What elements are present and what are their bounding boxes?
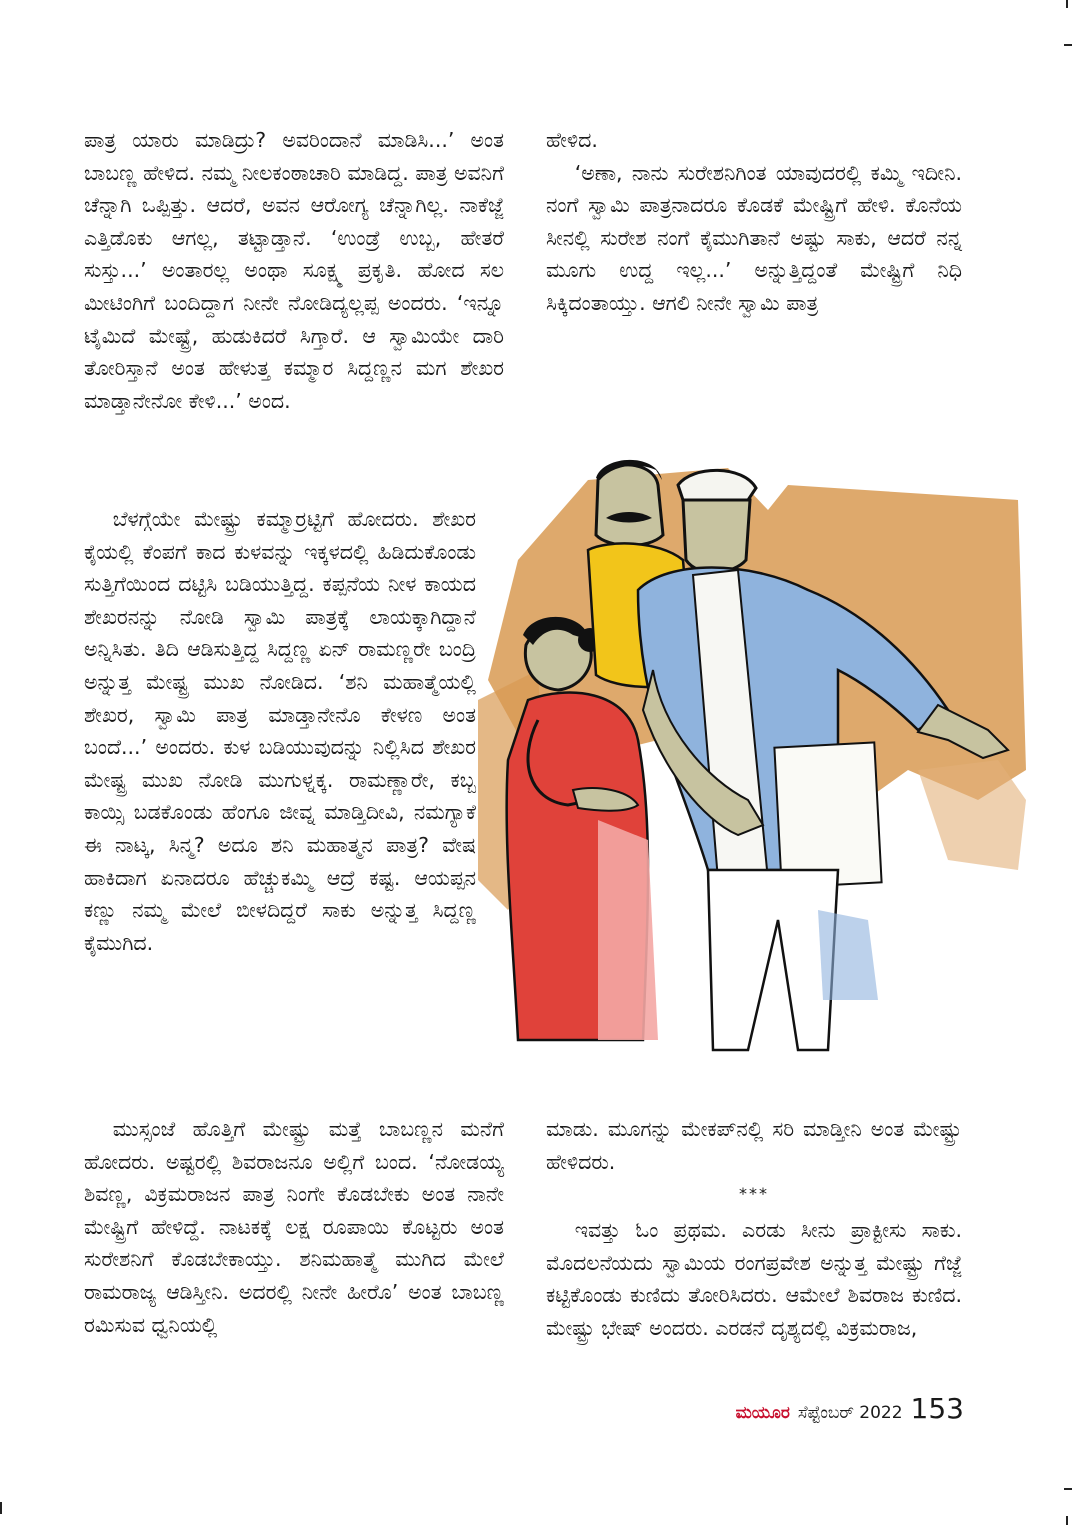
issue-date: ಸೆಪ್ಟೆಂಬರ್ 2022 xyxy=(797,1403,903,1423)
article-column-right-top xyxy=(546,124,962,320)
crop-mark xyxy=(0,1502,2,1514)
article-column-left-bottom xyxy=(84,1113,504,1341)
magazine-name: ಮಯೂರ xyxy=(735,1403,790,1423)
paragraph: ಇವತ್ತು ಓಂ ಪ್ರಥಮ. ಎರಡು ಸೀನು ಪ್ರಾಕ್ಟೀಸು ಸಾಕು. ಮೊದಲನೆಯದು ಸ್ವಾಮಿಯ ರಂಗಪ್ರವೇಶ ಅನ್ನುತ್ತ ಮೇಷ್ಟ್ರು ಗೆಜ್ಜೆ ಕಟ್ಟಿಕೊಂಡು ಕುಣಿದು ತೋರಿಸಿದರು. ಆಮೇಲೆ ಶಿವರಾಜ ಕುಣಿದ. ಮೇಷ್ಟ್ರು ಭೇಷ್ ಅಂದರು. ಎರಡನೆ ದೃಶ್ಯದಲ್ಲಿ ವಿಕ್ರಮರಾಜ, xyxy=(546,1218,962,1340)
article-column-left-middle xyxy=(84,503,476,959)
paragraph: ಪಾತ್ರ ಯಾರು ಮಾಡಿದ್ರು? ಅವರಿಂದಾನೆ ಮಾಡಿಸಿ...’ ಅಂತ ಬಾಬಣ್ಣ ಹೇಳಿದ. ನಮ್ಮ ನೀಲಕಂಠಾಚಾರಿ ಮಾಡಿದ್ದ. ಪಾತ್ರ ಅವನಿಗೆ ಚೆನ್ನಾಗಿ ಒಪ್ಪಿತ್ತು. ಆದರೆ, ಅವನ ಆರೋಗ್ಯ ಚೆನ್ನಾಗಿಲ್ಲ. ನಾಕೆಜ್ಜೆ ಎತ್ತಿಡೊಕು ಆಗಲ್ಲ, ತಟ್ಟಾಡ್ತಾನೆ. ‘ಉಂಡ್ರೆ ಉಬ್ಬ, ಹೇತರೆ ಸುಸ್ತು...’ ಅಂತಾರಲ್ಲ ಅಂಥಾ ಸೂಕ್ಷ್ಮ ಪ್ರಕೃತಿ. ಹೋದ ಸಲ ಮೀಟಿಂಗಿಗೆ ಬಂದಿದ್ದಾಗ ನೀನೇ ನೋಡಿದ್ಯಲ್ಲಪ್ಪ ಅಂದರು. ‘ಇನ್ನೂ ಟೈಮಿದೆ ಮೇಷ್ಟ್ರೆ, ಹುಡುಕಿದರೆ ಸಿಗ್ತಾರೆ. ಆ ಸ್ವಾಮಿಯೇ ದಾರಿ ತೋರಿಸ್ತಾನೆ ಅಂತ ಹೇಳುತ್ತ ಕಮ್ಮಾರ ಸಿದ್ದಣ್ಣನ ಮಗ ಶೇಖರ ಮಾಡ್ತಾನೇನೋ ಕೇಳಿ...’ ಅಂದ. xyxy=(84,128,504,413)
paragraph: ‘ಅಣಾ, ನಾನು ಸುರೇಶನಿಗಿಂತ ಯಾವುದರಲ್ಲಿ ಕಮ್ಮಿ ಇದೀನಿ. ನಂಗೆ ಸ್ವಾಮಿ ಪಾತ್ರನಾದರೂ ಕೊಡಕೆ ಮೇಷ್ಟ್ರಿಗೆ ಹೇಳಿ. ಕೊನೆಯ ಸೀನಲ್ಲಿ ಸುರೇಶ ನಂಗೆ ಕೈಮುಗಿತಾನೆ ಅಷ್ಟು ಸಾಕು, ಆದರೆ ನನ್ನ ಮೂಗು ಉದ್ದ ಇಲ್ಲ...’ ಅನ್ನುತ್ತಿದ್ದಂತೆ ಮೇಷ್ಟ್ರಿಗೆ ನಿಧಿ ಸಿಕ್ಕಿದಂತಾಯ್ತು. ಆಗಲಿ ನೀನೇ ಸ್ವಾಮಿ ಪಾತ್ರ xyxy=(546,160,962,315)
crop-mark xyxy=(1066,0,1068,8)
crop-mark xyxy=(1064,44,1072,46)
article-column-left-top xyxy=(84,124,504,417)
page-footer xyxy=(736,1392,964,1425)
crop-mark xyxy=(1064,1488,1072,1490)
crop-mark xyxy=(1066,1516,1068,1525)
story-illustration xyxy=(478,440,1026,1055)
paragraph: ಬೆಳಗ್ಗೆಯೇ ಮೇಷ್ಟ್ರು ಕಮ್ಮಾರ್ರಟ್ಟಿಗೆ ಹೋದರು. ಶೇಖರ ಕೈಯಲ್ಲಿ ಕೆಂಪಗೆ ಕಾದ ಕುಳವನ್ನು ಇಕ್ಕಳದಲ್ಲಿ ಹಿಡಿದುಕೊಂಡು ಸುತ್ತಿಗೆಯಿಂದ ದಟ್ಟಿಸಿ ಬಡಿಯುತ್ತಿದ್ದ. ಕಪ್ಪನೆಯ ನೀಳ ಕಾಯದ ಶೇಖರನನ್ನು ನೋಡಿ ಸ್ವಾಮಿ ಪಾತ್ರಕ್ಕೆ ಲಾಯಕ್ಕಾಗಿದ್ದಾನೆ ಅನ್ನಿಸಿತು. ತಿದಿ ಆಡಿಸುತ್ತಿದ್ದ ಸಿದ್ದಣ್ಣ ಏನ್ ರಾಮಣ್ಣರೇ ಬಂದ್ರಿ ಅನ್ನುತ್ತ ಮೇಷ್ಟ್ರ ಮುಖ ನೋಡಿದ. ‘ಶನಿ ಮಹಾತ್ಮೆಯಲ್ಲಿ ಶೇಖರ, ಸ್ವಾಮಿ ಪಾತ್ರ ಮಾಡ್ತಾನೇನೊ ಕೇಳಣ ಅಂತ ಬಂದೆ...’ ಅಂದರು. ಕುಳ ಬಡಿಯುವುದನ್ನು ನಿಲ್ಲಿಸಿದ ಶೇಖರ ಮೇಷ್ಟ್ರ ಮುಖ ನೋಡಿ ಮುಗುಳ್ನಕ್ಕ. ರಾಮಣ್ಣಾರೇ, ಕಬ್ಬ ಕಾಯ್ಸಿ ಬಡಕೊಂಡು ಹೆಂಗೂ ಜೀವ್ನ ಮಾಡ್ತಿದೀವಿ, ನಮಗ್ಯಾಕೆ ಈ ನಾಟ್ಕ, ಸಿನ್ಮ? ಅದೂ ಶನಿ ಮಹಾತ್ಮನ ಪಾತ್ರ? ವೇಷ ಹಾಕಿದಾಗ ಏನಾದರೂ ಹೆಚ್ಚುಕಮ್ಮಿ ಆದ್ರೆ ಕಷ್ಟ. ಆಯಪ್ಪನ ಕಣ್ಣು ನಮ್ಮ ಮೇಲೆ ಬೀಳದಿದ್ದರೆ ಸಾಕು ಅನ್ನುತ್ತ ಸಿದ್ದಣ್ಣ ಕೈಮುಗಿದ. xyxy=(84,507,476,955)
paragraph: ಹೇಳಿದ. xyxy=(546,128,598,152)
page-number: 153 xyxy=(910,1392,964,1425)
paragraph: ಮುಸ್ಸಂಜೆ ಹೊತ್ತಿಗೆ ಮೇಷ್ಟ್ರು ಮತ್ತೆ ಬಾಬಣ್ಣನ ಮನೆಗೆ ಹೋದರು. ಅಷ್ಟರಲ್ಲಿ ಶಿವರಾಜನೂ ಅಲ್ಲಿಗೆ ಬಂದ. ‘ನೋಡಯ್ಯ ಶಿವಣ್ಣ, ವಿಕ್ರಮರಾಜನ ಪಾತ್ರ ನಿಂಗೇ ಕೊಡಬೇಕು ಅಂತ ನಾನೇ ಮೇಷ್ಟ್ರಿಗೆ ಹೇಳಿದ್ದೆ. ನಾಟಕಕ್ಕೆ ಲಕ್ಷ ರೂಪಾಯಿ ಕೊಟ್ಟರು ಅಂತ ಸುರೇಶನಿಗೆ ಕೊಡಬೇಕಾಯ್ತು. ಶನಿಮಹಾತ್ಮೆ ಮುಗಿದ ಮೇಲೆ ರಾಮರಾಜ್ಯ ಆಡಿಸ್ತೀನಿ. ಅದರಲ್ಲಿ ನೀನೇ ಹೀರೊ’ ಅಂತ ಬಾಬಣ್ಣ ರಮಿಸುವ ಧ್ವನಿಯಲ್ಲಿ xyxy=(84,1117,504,1337)
section-separator: *** xyxy=(739,1184,769,1204)
article-column-right-bottom xyxy=(546,1113,962,1345)
paragraph: ಮಾಡು. ಮೂಗನ್ನು ಮೇಕಪ್‌ನಲ್ಲಿ ಸರಿ ಮಾಡ್ತೀನಿ ಅಂತ ಮೇಷ್ಟ್ರು ಹೇಳಿದರು. xyxy=(546,1117,962,1174)
